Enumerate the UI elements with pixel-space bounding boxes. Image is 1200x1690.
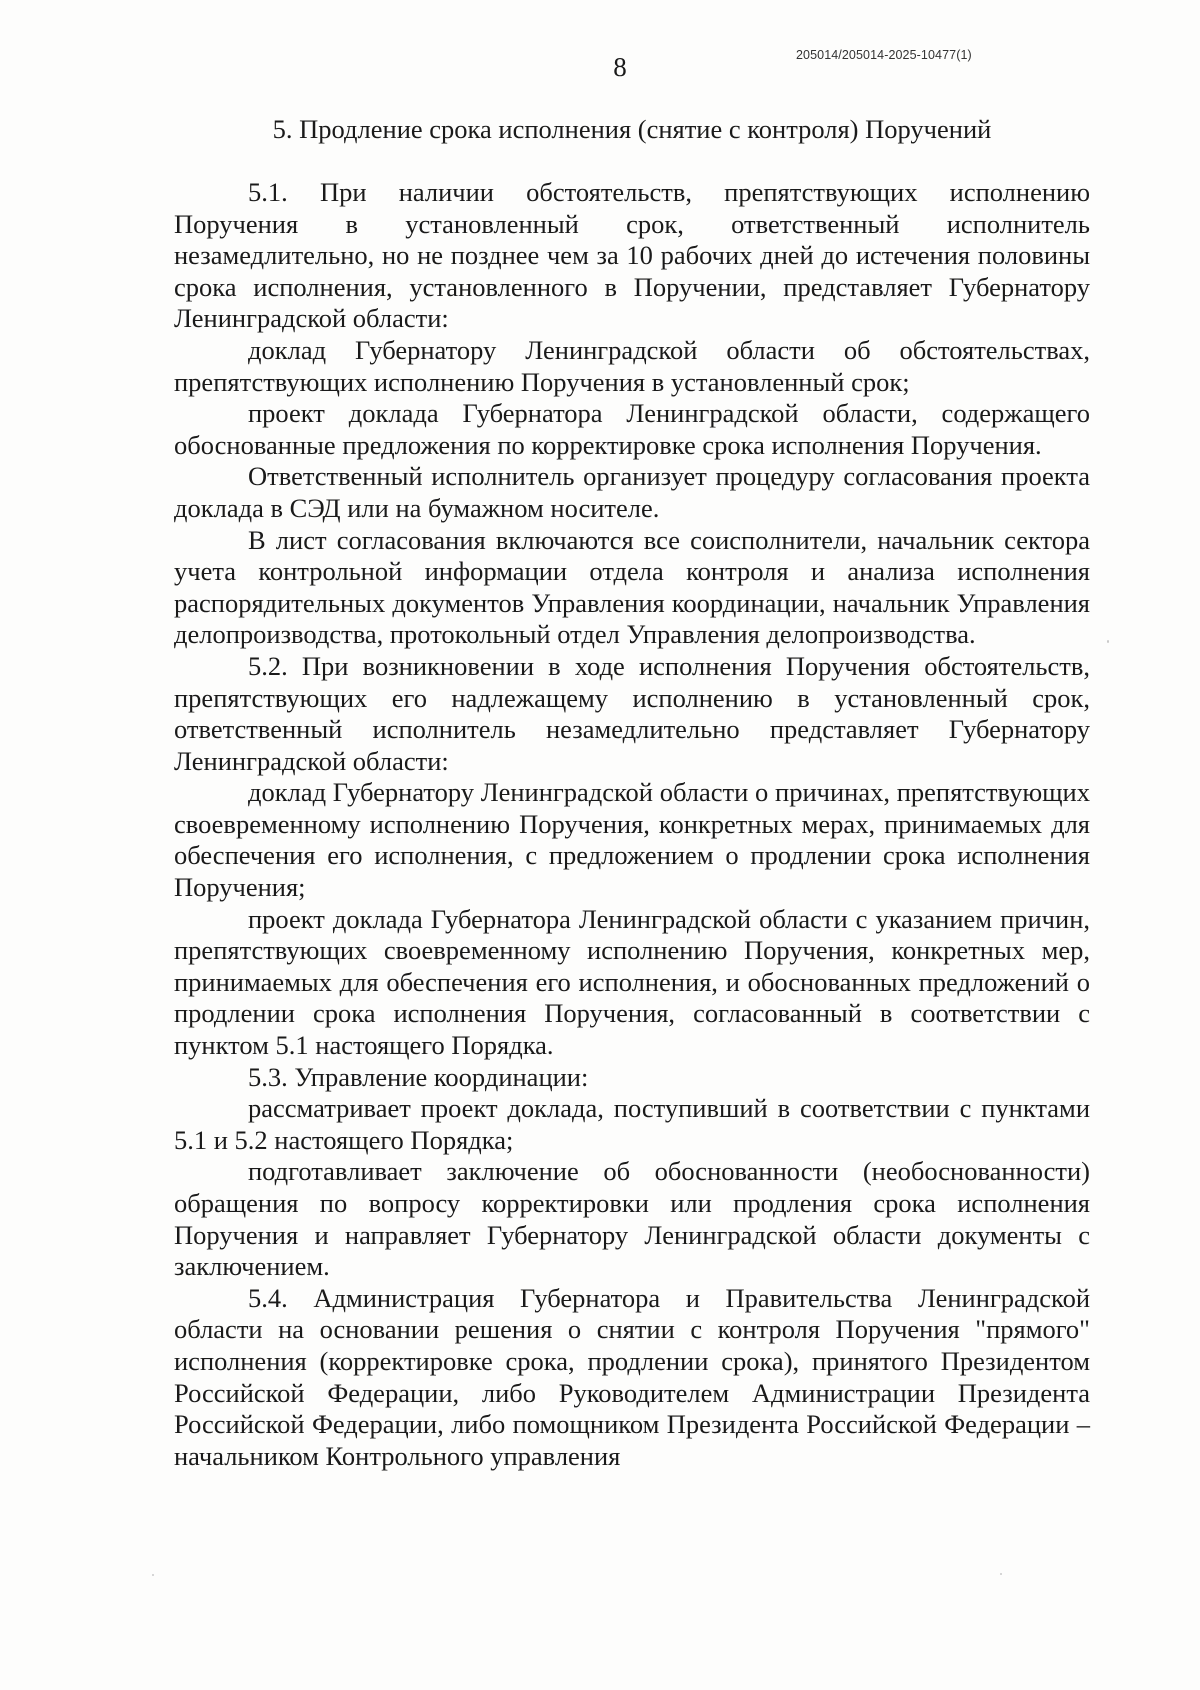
scan-speck: [152, 1574, 154, 1576]
paragraph-approval-procedure: Ответственный исполнитель организует процедуру согласования проекта доклада в СЭД или на бумажном носителе.: [174, 461, 1090, 523]
paragraph-prepares-conclusion: подготавливает заключение об обоснованности (необоснованности) обращения по вопросу корректировки или продления срока исполнения Поручения и направляет Губернатору Ленинградской области документы с заключением.: [174, 1156, 1090, 1282]
paragraph-draft-report-extension: проект доклада Губернатора Ленинградской области с указанием причин, препятствующих своевременному исполнению Поручения, конкретных мер, принимаемых для обеспечения его исполнения, и обоснованных предложений о продлении срока исполнения Поручения, согласованный в соответствии с пунктом 5.1 настоящего Порядка.: [174, 903, 1090, 1061]
scan-speck: [1000, 1573, 1002, 1575]
paragraph-draft-report-correction: проект доклада Губернатора Ленинградской области, содержащего обоснованные предложения по корректировке срока исполнения Поручения.: [174, 398, 1090, 460]
paragraph-reviews-draft: рассматривает проект доклада, поступивший в соответствии с пунктами 5.1 и 5.2 настоящего Порядка;: [174, 1093, 1090, 1155]
paragraph-approval-sheet: В лист согласования включаются все соисполнители, начальник сектора учета контрольной информации отдела контроля и анализа исполнения распорядительных документов Управления координации, начальник Управления делопроизводства, протокольный отдел Управления делопроизводства.: [174, 524, 1090, 650]
scan-speck: [1107, 640, 1109, 643]
paragraph-report-obstacles: доклад Губернатору Ленинградской области об обстоятельствах, препятствующих исполнению Поручения в установленный срок;: [174, 334, 1090, 397]
paragraph-5-3: 5.3. Управление координации:: [248, 1061, 589, 1092]
document-body: [174, 177, 1090, 1472]
paragraph-5-1: 5.1. При наличии обстоятельств, препятствующих исполнению Поручения в установленный срок, ответственный исполнитель незамедлительно, но не позднее чем за 10 рабочих дней до истечения половины срока исполнения, установленного в Поручении, представляет Губернатору Ленинградской области:: [174, 177, 1090, 334]
paragraph-report-reasons: доклад Губернатору Ленинградской области о причинах, препятствующих своевременному исполнению Поручения, конкретных мерах, принимаемых для обеспечения его исполнения, с предложением о продлении срока исполнения Поручения;: [174, 777, 1090, 903]
page-number: 8: [613, 52, 627, 82]
section-title: 5. Продление срока исполнения (снятие с контроля) Поручений: [272, 114, 992, 144]
paragraph-5-2: 5.2. При возникновении в ходе исполнения Поручения обстоятельств, препятствующих его надлежащему исполнению в установленный срок, ответственный исполнитель незамедлительно представляет Губернатору Ленинградской области:: [174, 650, 1090, 776]
document-registration-number: 205014/205014-2025-10477(1): [796, 48, 972, 62]
paragraph-5-4: 5.4. Администрация Губернатора и Правительства Ленинградской области на основании решения о снятии с контроля Поручения "прямого" исполнения (корректировке срока, продлении срока), принятого Президентом Российской Федерации, либо Руководителем Администрации Президента Российской Федерации, либо помощником Президента Российской Федерации – начальником Контрольного управления: [174, 1282, 1090, 1471]
